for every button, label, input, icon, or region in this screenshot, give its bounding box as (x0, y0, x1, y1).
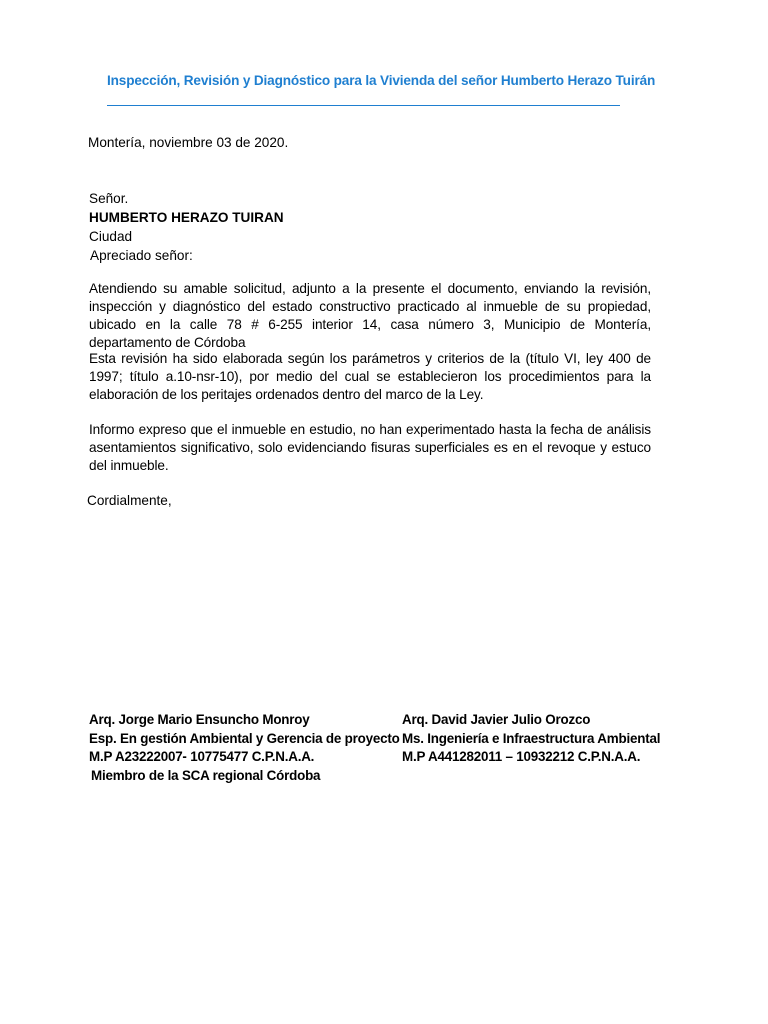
signatory-name: Arq. Jorge Mario Ensuncho Monroy (89, 712, 310, 727)
body-paragraph-request: Atendiendo su amable solicitud, adjunto a la presente el documento, enviando la revisión, inspección y diagnóstico del estado constructivo practicado al inmueble de su propiedad, ubicado en la calle 78 # 6-255 interior 14, casa número 3, Municipio de Montería, departamento de Córdoba (89, 281, 651, 350)
signatory-membership: Miembro de la SCA regional Córdoba (91, 767, 321, 783)
signatory-name: Arq. David Javier Julio Orozco (402, 712, 591, 727)
salutation: Señor. (89, 191, 129, 206)
closing: Cordialmente, (87, 493, 172, 508)
signatory-registration: M.P A441282011 – 10932212 C.P.N.A.A. (402, 749, 641, 765)
signatory-title: Ms. Ingeniería e Infraestructura Ambiental (402, 730, 661, 746)
signatory-title: Esp. En gestión Ambiental y Gerencia de proyecto (89, 730, 400, 746)
document-title: Inspección, Revisión y Diagnóstico para la Vivienda del señor Humberto Herazo Tuirán (107, 73, 656, 88)
signatory-registration: M.P A23222007- 10775477 C.P.N.A.A. (89, 749, 315, 765)
body-paragraph-criteria: Esta revisión ha sido elaborada según los parámetros y criterios de la (título VI, ley 400 de 1997; título a.10-nsr-10), por medio del cual se establecieron los procedimientos para la elaboración de los peritajes ordenados dentro del marco de la Ley. (89, 351, 651, 402)
body-paragraph-findings: Informo expreso que el inmueble en estudio, no han experimentado hasta la fecha de análisis asentamientos significativo, solo evidenciando fisuras superficiales es en el revoque y estuco del inmueble. (89, 422, 651, 473)
title-underline (107, 105, 620, 106)
signature-block-left (89, 711, 400, 785)
greeting: Apreciado señor: (90, 248, 193, 263)
recipient-name: HUMBERTO HERAZO TUIRAN (89, 210, 284, 225)
date-line: Montería, noviembre 03 de 2020. (88, 135, 289, 150)
recipient-city: Ciudad (89, 229, 133, 244)
recipient-block (89, 189, 284, 265)
signature-block-right (402, 711, 660, 767)
